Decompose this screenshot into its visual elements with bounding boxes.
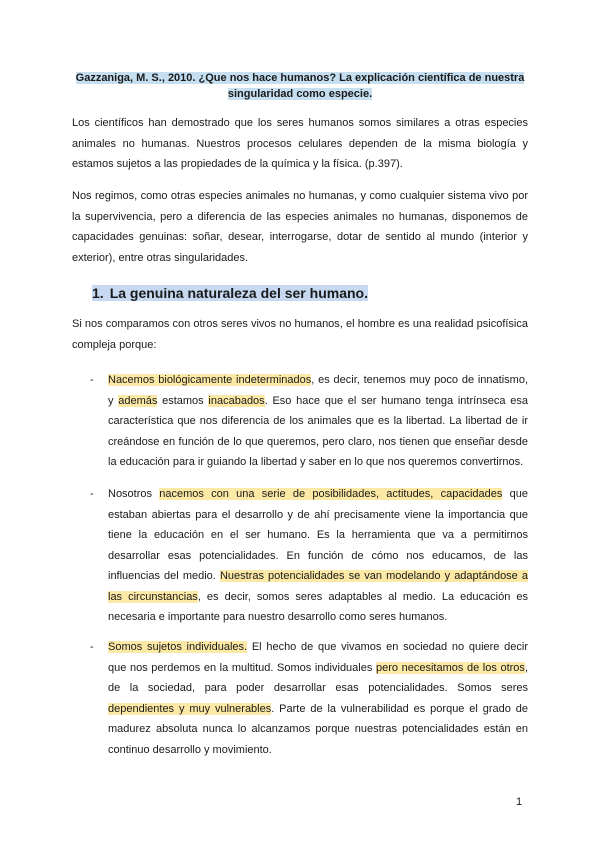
highlight: pero necesitamos de los otros xyxy=(375,661,525,674)
text-run: estamos xyxy=(157,394,209,407)
intro-paragraph-1: Los científicos han demostrado que los seres humanos somos similares a otras especies animales no humanas. Nuestros procesos celulares dependen de la misma biología y estamos sujetos a las propiedades de la química y la física. (p.397). xyxy=(72,117,528,170)
text-run: , es decir, tenemos muy poco de innatismo, y xyxy=(108,374,528,407)
section-heading xyxy=(92,283,368,303)
bullet-marker: - xyxy=(90,641,94,653)
section-title: La genuina naturaleza del ser humano. xyxy=(109,285,368,301)
text-run: El hecho de que vivamos en sociedad no quiere decir que nos perdemos en la multitud. Somos individuales xyxy=(108,641,528,674)
highlight: dependientes y muy vulnerables xyxy=(108,702,272,715)
highlight: Nacemos biológicamente indeterminados xyxy=(108,374,312,386)
page-number: 1 xyxy=(516,796,523,808)
bullet-marker: - xyxy=(90,374,94,386)
text-run: . Eso hace que el ser humano tenga intrínseca esa característica que nos diferencia de los animales que es la libertad. La libertad de ir creándose en función de lo que queremos, pero claro, nos tienen que enseñar desde la educación para ir guiando la libertad y saber en lo que nos queremos convertirnos. xyxy=(108,394,528,468)
list-item xyxy=(108,484,528,628)
text-run: . Parte de la vulnerabilidad es porque el grado de madurez absoluta nunca lo alcanzamos porque nuestras potencialidades están en continuo desarrollo y movimiento. xyxy=(108,702,528,756)
document-title xyxy=(72,70,528,102)
text-run: , es decir, somos seres adaptables al medio. La educación es necesaria e importante para nuestro desarrollo como seres humanos. xyxy=(108,590,528,623)
text-run: que estaban abiertas para el desarrollo y de ahí precisamente viene la importancia que tiene la educación en el ser humano. Es la herramienta que va a permitirnos desarrollar esas potencialidades. En función de cómo nos educamos, de las influencias del medio. xyxy=(108,488,528,582)
highlight: nacemos con una serie de posibilidades, actitudes, capacidades xyxy=(159,488,503,500)
list-item xyxy=(108,370,528,473)
highlight: inacabados xyxy=(208,394,265,407)
highlight: además xyxy=(118,394,158,407)
text-run: Nosotros xyxy=(108,488,160,500)
title-line-2: singularidad como especie. xyxy=(227,88,373,100)
list-item xyxy=(108,637,528,760)
text-run: , de la sociedad, para poder desarrollar esas potencialidades. Somos seres xyxy=(108,661,528,694)
bullet-marker: - xyxy=(90,488,94,500)
intro-paragraph-2: Nos regimos, como otras especies animales no humanas, y como cualquier sistema vivo por la supervivencia, pero a diferencia de las especies animales no humanas, disponemos de capacidades genuinas: soñar, desear, interrogarse, dotar de sentido al mundo (interior y exterior), entre otras singularidades. xyxy=(72,190,528,264)
section-lead-paragraph: Si nos comparamos con otros seres vivos no humanos, el hombre es una realidad psicofísica compleja porque: xyxy=(72,318,528,351)
title-line-1: Gazzaniga, M. S., 2010. ¿Que nos hace humanos? La explicación científica de nuestra xyxy=(75,72,525,84)
highlight: Somos sujetos individuales. xyxy=(108,641,248,653)
section-number: 1. xyxy=(92,285,104,301)
highlight: Nuestras potencialidades se van modelando y adaptándose a las circunstancias xyxy=(108,570,529,603)
